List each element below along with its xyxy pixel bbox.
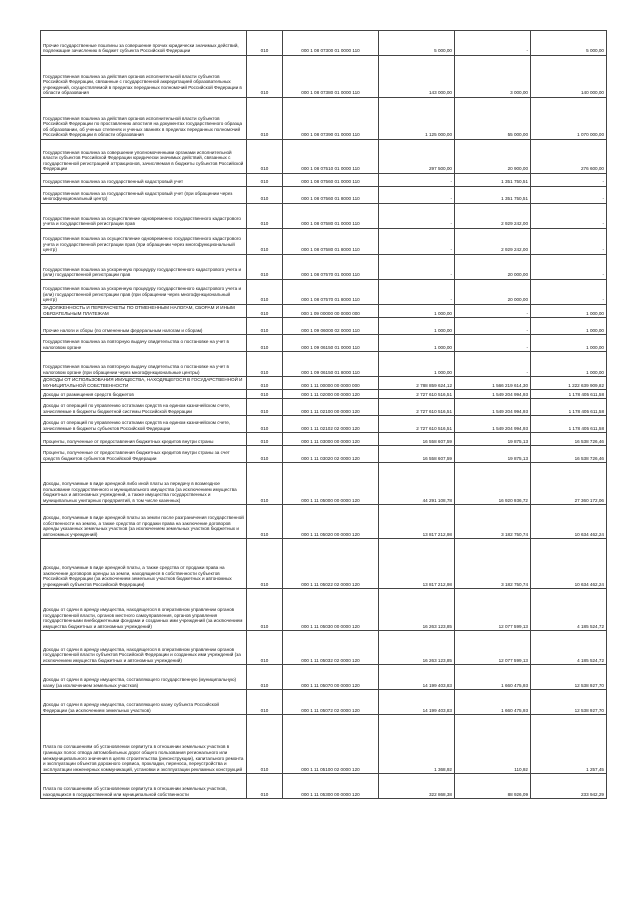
approved-amount-cell: - bbox=[379, 174, 455, 187]
unexecuted-amount-cell: 1 000,00 bbox=[531, 352, 607, 377]
executed-amount-cell: - bbox=[455, 318, 531, 335]
executed-amount-cell: 16 920 936,72 bbox=[455, 463, 531, 505]
line-code-cell: 010 bbox=[247, 187, 283, 204]
unexecuted-amount-cell: 140 000,00 bbox=[531, 56, 607, 98]
table-row bbox=[41, 335, 607, 352]
indicator-name-cell: Государственная пошлина за совершение уполномоченными органами исполнительной власти субъектов Российской Федерации юридически значимых действий, связанных с государственной регистрацией аттракционов, зачисляемая в бюджеты субъектов Российской Федерации bbox=[41, 140, 247, 174]
line-code-cell: 010 bbox=[247, 377, 283, 390]
line-code-cell: 010 bbox=[247, 774, 283, 799]
table-row bbox=[41, 352, 607, 377]
table-row bbox=[41, 318, 607, 335]
table-row bbox=[41, 715, 607, 774]
executed-amount-cell: 20 000,00 bbox=[455, 255, 531, 280]
indicator-name-cell: Доходы от сдачи в аренду имущества, составляющего государственную (муниципальную) казну (за исключением земельных участков) bbox=[41, 665, 247, 690]
budget-classification-code-cell: 000 1 09 00000 00 0000 000 bbox=[283, 305, 379, 318]
table-row bbox=[41, 446, 607, 463]
unexecuted-amount-cell: 1 070 000,00 bbox=[531, 98, 607, 140]
approved-amount-cell: 14 199 403,83 bbox=[379, 665, 455, 690]
indicator-name-cell: Доходы от сдачи в аренду имущества, составляющего казну субъекта Российской Федерации (за исключением земельных участков) bbox=[41, 690, 247, 715]
table-row bbox=[41, 255, 607, 280]
budget-classification-code-cell: 000 1 11 05032 02 0000 120 bbox=[283, 631, 379, 665]
indicator-name-cell: Доходы, получаемые в виде арендной платы, а также средства от продажи права на заключение договоров аренды за земли, находящиеся в собственности субъектов Российской Федерации (за исключением земельных участков бюджетных и автономных учреждений субъектов Российской Федерации) bbox=[41, 539, 247, 589]
table-row bbox=[41, 31, 607, 56]
line-code-cell: 010 bbox=[247, 352, 283, 377]
budget-classification-code-cell: 000 1 08 07580 01 0000 110 bbox=[283, 204, 379, 229]
table-row bbox=[41, 390, 607, 399]
indicator-name-cell: Государственная пошлина за ускоренную процедуру государственного кадастрового учета и (или) государственной регистрации прав bbox=[41, 255, 247, 280]
table-row bbox=[41, 463, 607, 505]
line-code-cell: 010 bbox=[247, 31, 283, 56]
executed-amount-cell: 1 660 475,93 bbox=[455, 690, 531, 715]
line-code-cell: 010 bbox=[247, 631, 283, 665]
approved-amount-cell: 1 000,00 bbox=[379, 352, 455, 377]
executed-amount-cell: 2 929 242,00 bbox=[455, 204, 531, 229]
approved-amount-cell: 2 788 859 624,12 bbox=[379, 377, 455, 390]
line-code-cell: 010 bbox=[247, 665, 283, 690]
executed-amount-cell: 1 549 204 994,93 bbox=[455, 399, 531, 416]
table-row bbox=[41, 433, 607, 446]
unexecuted-amount-cell: 12 538 927,70 bbox=[531, 665, 607, 690]
approved-amount-cell: 14 199 403,83 bbox=[379, 690, 455, 715]
budget-classification-code-cell: 000 1 11 05022 02 0000 120 bbox=[283, 539, 379, 589]
approved-amount-cell: 1 000,00 bbox=[379, 335, 455, 352]
line-code-cell: 010 bbox=[247, 98, 283, 140]
line-code-cell: 010 bbox=[247, 589, 283, 631]
unexecuted-amount-cell: 4 185 524,72 bbox=[531, 589, 607, 631]
table-row bbox=[41, 589, 607, 631]
line-code-cell: 010 bbox=[247, 255, 283, 280]
indicator-name-cell: Государственная пошлина за повторную выдачу свидетельства о постановке на учет в налоговом органе bbox=[41, 335, 247, 352]
approved-amount-cell: - bbox=[379, 255, 455, 280]
indicator-name-cell: Государственная пошлина за государственный кадастровый учет (при обращении через многофункциональный центр) bbox=[41, 187, 247, 204]
table-row bbox=[41, 399, 607, 416]
approved-amount-cell: 1 000,00 bbox=[379, 305, 455, 318]
budget-classification-code-cell: 000 1 11 05070 00 0000 120 bbox=[283, 665, 379, 690]
table-row bbox=[41, 774, 607, 799]
unexecuted-amount-cell: - bbox=[531, 187, 607, 204]
unexecuted-amount-cell: 1 178 405 611,58 bbox=[531, 399, 607, 416]
table-row bbox=[41, 305, 607, 318]
indicator-name-cell: Прочие налоги и сборы (по отмененным федеральным налогам и сборам) bbox=[41, 318, 247, 335]
table-row bbox=[41, 174, 607, 187]
unexecuted-amount-cell: 16 538 726,46 bbox=[531, 446, 607, 463]
table-row bbox=[41, 539, 607, 589]
executed-amount-cell: 88 926,09 bbox=[455, 774, 531, 799]
executed-amount-cell: 20 900,00 bbox=[455, 140, 531, 174]
budget-classification-code-cell: 000 1 08 07570 01 0000 110 bbox=[283, 255, 379, 280]
line-code-cell: 010 bbox=[247, 690, 283, 715]
approved-amount-cell: 5 000,00 bbox=[379, 31, 455, 56]
approved-amount-cell: - bbox=[379, 187, 455, 204]
indicator-name-cell: ДОХОДЫ ОТ ИСПОЛЬЗОВАНИЯ ИМУЩЕСТВА, НАХОДЯЩЕГОСЯ В ГОСУДАРСТВЕННОЙ И МУНИЦИПАЛЬНОЙ СОБСТВЕННОСТИ bbox=[41, 377, 247, 390]
approved-amount-cell: 322 868,38 bbox=[379, 774, 455, 799]
budget-classification-code-cell: 000 1 08 07570 01 8000 110 bbox=[283, 280, 379, 305]
unexecuted-amount-cell: 1 257,45 bbox=[531, 715, 607, 774]
indicator-name-cell: Доходы от сдачи в аренду имущества, находящегося в оперативном управлении органов государственной власти, органов местного самоуправления, органов управления государственными внебюджетными фондами и созданных ими учреждений (за исключением имущества бюджетных и автономных учреждений) bbox=[41, 589, 247, 631]
indicator-name-cell: Плата по соглашениям об установлении сервитута в отношении земельных участков в границах полос отвода автомобильных дорог общего пользования регионального или межмуниципального значения в целях строительства (реконструкции), капитального ремонта и эксплуатации объектов дорожного сервиса, прокладки, переноса, переустройства и эксплуатации инженерных коммуникаций, установки и эксплуатации рекламных конструкций bbox=[41, 715, 247, 774]
unexecuted-amount-cell: 16 538 726,46 bbox=[531, 433, 607, 446]
approved-amount-cell: 1 000,00 bbox=[379, 318, 455, 335]
unexecuted-amount-cell: - bbox=[531, 280, 607, 305]
budget-classification-code-cell: 000 1 09 06150 01 8000 110 bbox=[283, 352, 379, 377]
line-code-cell: 010 bbox=[247, 56, 283, 98]
unexecuted-amount-cell: 1 000,00 bbox=[531, 318, 607, 335]
budget-classification-code-cell: 000 1 09 06000 02 0000 110 bbox=[283, 318, 379, 335]
table-body bbox=[41, 31, 607, 799]
unexecuted-amount-cell: 1 222 639 909,82 bbox=[531, 377, 607, 390]
executed-amount-cell: - bbox=[455, 335, 531, 352]
executed-amount-cell: 1 351 750,51 bbox=[455, 187, 531, 204]
approved-amount-cell: 16 263 123,85 bbox=[379, 631, 455, 665]
unexecuted-amount-cell: - bbox=[531, 204, 607, 229]
indicator-name-cell: Государственная пошлина за действия органов исполнительной власти субъектов Российской Федерации по проставлению апостиля на документах государственного образца об образовании, об ученых степенях и ученых званиях в пределах переданных полномочий Российской Федерации в области образования bbox=[41, 98, 247, 140]
executed-amount-cell: - bbox=[455, 352, 531, 377]
executed-amount-cell: 3 182 750,74 bbox=[455, 505, 531, 539]
budget-classification-code-cell: 000 1 08 07580 01 8000 110 bbox=[283, 229, 379, 255]
unexecuted-amount-cell: 4 185 524,72 bbox=[531, 631, 607, 665]
executed-amount-cell: 12 077 599,13 bbox=[455, 631, 531, 665]
unexecuted-amount-cell: 10 634 462,24 bbox=[531, 539, 607, 589]
budget-classification-code-cell: 000 1 11 05030 00 0000 120 bbox=[283, 589, 379, 631]
line-code-cell: 010 bbox=[247, 416, 283, 433]
approved-amount-cell: 1 125 000,00 bbox=[379, 98, 455, 140]
indicator-name-cell: Государственная пошлина за действия органов исполнительной власти субъектов Российской Федерации, связанные с государственной аккредитацией образовательных учреждений, осуществляемой в пределах переданных полномочий Российской Федерации в области образования bbox=[41, 56, 247, 98]
approved-amount-cell: 2 727 610 516,51 bbox=[379, 390, 455, 399]
line-code-cell: 010 bbox=[247, 433, 283, 446]
line-code-cell: 010 bbox=[247, 505, 283, 539]
approved-amount-cell: 1 368,92 bbox=[379, 715, 455, 774]
line-code-cell: 010 bbox=[247, 463, 283, 505]
indicator-name-cell: Проценты, полученные от предоставления бюджетных кредитов внутри страны за счет средств бюджетов субъектов Российской Федерации bbox=[41, 446, 247, 463]
table-row bbox=[41, 229, 607, 255]
line-code-cell: 010 bbox=[247, 446, 283, 463]
table-row bbox=[41, 56, 607, 98]
line-code-cell: 010 bbox=[247, 318, 283, 335]
indicator-name-cell: Государственная пошлина за осуществление одновременно государственного кадастрового учета и государственной регистрации прав (при обращении через многофункциональный центр) bbox=[41, 229, 247, 255]
indicator-name-cell: Доходы от сдачи в аренду имущества, находящегося в оперативном управлении органов государственной власти субъектов Российской Федерации и созданных ими учреждений (за исключением имущества бюджетных и автономных учреждений) bbox=[41, 631, 247, 665]
executed-amount-cell: 12 077 599,13 bbox=[455, 589, 531, 631]
budget-classification-code-cell: 000 1 08 07560 01 8000 110 bbox=[283, 187, 379, 204]
unexecuted-amount-cell: 5 000,00 bbox=[531, 31, 607, 56]
line-code-cell: 010 bbox=[247, 399, 283, 416]
approved-amount-cell: 13 817 212,98 bbox=[379, 505, 455, 539]
unexecuted-amount-cell: - bbox=[531, 229, 607, 255]
indicator-name-cell: Доходы от операций по управлению остатками средств на едином казначейском счете, зачисляемые в бюджеты бюджетной системы Российской Федерации bbox=[41, 399, 247, 416]
revenue-report-table bbox=[40, 30, 607, 799]
budget-classification-code-cell: 000 1 11 05100 02 0000 120 bbox=[283, 715, 379, 774]
budget-classification-code-cell: 000 1 11 02102 02 0000 120 bbox=[283, 416, 379, 433]
approved-amount-cell: 2 727 610 516,51 bbox=[379, 399, 455, 416]
executed-amount-cell: 19 875,13 bbox=[455, 433, 531, 446]
table-row bbox=[41, 280, 607, 305]
executed-amount-cell: 1 351 750,51 bbox=[455, 174, 531, 187]
line-code-cell: 010 bbox=[247, 280, 283, 305]
table-row bbox=[41, 631, 607, 665]
approved-amount-cell: 44 291 108,78 bbox=[379, 463, 455, 505]
table-row bbox=[41, 204, 607, 229]
executed-amount-cell: - bbox=[455, 305, 531, 318]
budget-classification-code-cell: 000 1 11 02100 00 0000 120 bbox=[283, 399, 379, 416]
table-row bbox=[41, 690, 607, 715]
executed-amount-cell: 1 549 204 994,93 bbox=[455, 390, 531, 399]
unexecuted-amount-cell: 1 178 405 611,58 bbox=[531, 416, 607, 433]
unexecuted-amount-cell: 276 600,00 bbox=[531, 140, 607, 174]
budget-classification-code-cell: 000 1 08 07560 01 0000 110 bbox=[283, 174, 379, 187]
line-code-cell: 010 bbox=[247, 140, 283, 174]
line-code-cell: 010 bbox=[247, 204, 283, 229]
indicator-name-cell: Доходы, получаемые в виде арендной либо иной платы за передачу в возмездное пользование государственного и муниципального имущества (за исключением имущества бюджетных и автономных учреждений, а также имущества государственных и муниципальных унитарных предприятий, в том числе казенных) bbox=[41, 463, 247, 505]
indicator-name-cell: ЗАДОЛЖЕННОСТЬ И ПЕРЕРАСЧЕТЫ ПО ОТМЕНЕННЫМ НАЛОГАМ, СБОРАМ И ИНЫМ ОБЯЗАТЕЛЬНЫМ ПЛАТЕЖАМ bbox=[41, 305, 247, 318]
approved-amount-cell: 16 263 123,85 bbox=[379, 589, 455, 631]
table-row bbox=[41, 140, 607, 174]
indicator-name-cell: Государственная пошлина за ускоренную процедуру государственного кадастрового учета и (или) государственной регистрации прав (при обращении через многофункциональный центр) bbox=[41, 280, 247, 305]
budget-classification-code-cell: 000 1 11 05300 00 0000 120 bbox=[283, 774, 379, 799]
unexecuted-amount-cell: 1 000,00 bbox=[531, 305, 607, 318]
budget-classification-code-cell: 000 1 09 06150 01 0000 110 bbox=[283, 335, 379, 352]
line-code-cell: 010 bbox=[247, 229, 283, 255]
budget-classification-code-cell: 000 1 11 05000 00 0000 120 bbox=[283, 463, 379, 505]
unexecuted-amount-cell: 233 942,29 bbox=[531, 774, 607, 799]
approved-amount-cell: - bbox=[379, 204, 455, 229]
executed-amount-cell: 20 000,00 bbox=[455, 280, 531, 305]
executed-amount-cell: 1 566 219 614,30 bbox=[455, 377, 531, 390]
budget-classification-code-cell: 000 1 11 00000 00 0000 000 bbox=[283, 377, 379, 390]
table-row bbox=[41, 416, 607, 433]
budget-classification-code-cell: 000 1 11 02000 00 0000 120 bbox=[283, 390, 379, 399]
unexecuted-amount-cell: 1 000,00 bbox=[531, 335, 607, 352]
budget-classification-code-cell: 000 1 08 07300 01 0000 110 bbox=[283, 31, 379, 56]
executed-amount-cell: - bbox=[455, 31, 531, 56]
approved-amount-cell: - bbox=[379, 280, 455, 305]
unexecuted-amount-cell: 10 634 462,24 bbox=[531, 505, 607, 539]
budget-classification-code-cell: 000 1 11 03020 02 0000 120 bbox=[283, 446, 379, 463]
indicator-name-cell: Государственная пошлина за государственный кадастровый учет bbox=[41, 174, 247, 187]
approved-amount-cell: 16 558 607,59 bbox=[379, 446, 455, 463]
unexecuted-amount-cell: - bbox=[531, 174, 607, 187]
indicator-name-cell: Доходы от размещения средств бюджетов bbox=[41, 390, 247, 399]
budget-classification-code-cell: 000 1 08 07390 01 0000 110 bbox=[283, 98, 379, 140]
line-code-cell: 010 bbox=[247, 305, 283, 318]
executed-amount-cell: 1 660 475,93 bbox=[455, 665, 531, 690]
line-code-cell: 010 bbox=[247, 539, 283, 589]
executed-amount-cell: 55 000,00 bbox=[455, 98, 531, 140]
executed-amount-cell: 3 182 750,74 bbox=[455, 539, 531, 589]
approved-amount-cell: 16 558 607,59 bbox=[379, 433, 455, 446]
approved-amount-cell: 297 500,00 bbox=[379, 140, 455, 174]
budget-classification-code-cell: 000 1 08 07510 01 0000 110 bbox=[283, 140, 379, 174]
executed-amount-cell: 110,92 bbox=[455, 715, 531, 774]
executed-amount-cell: 3 000,00 bbox=[455, 56, 531, 98]
approved-amount-cell: 143 000,00 bbox=[379, 56, 455, 98]
budget-classification-code-cell: 000 1 08 07380 01 0000 110 bbox=[283, 56, 379, 98]
unexecuted-amount-cell: 12 538 927,70 bbox=[531, 690, 607, 715]
indicator-name-cell: Проценты, полученные от предоставления бюджетных кредитов внутри страны bbox=[41, 433, 247, 446]
indicator-name-cell: Доходы, получаемые в виде арендной платы за земли после разграничения государственной собственности на землю, а также средства от продажи права на заключение договоров аренды указанных земельных участков (за исключением земельных участков бюджетных и автономных учреждений) bbox=[41, 505, 247, 539]
unexecuted-amount-cell: - bbox=[531, 255, 607, 280]
line-code-cell: 010 bbox=[247, 335, 283, 352]
table-row bbox=[41, 187, 607, 204]
executed-amount-cell: 2 929 242,00 bbox=[455, 229, 531, 255]
line-code-cell: 010 bbox=[247, 390, 283, 399]
indicator-name-cell: Государственная пошлина за осуществление одновременно государственного кадастрового учета и государственной регистрации прав bbox=[41, 204, 247, 229]
table-row bbox=[41, 98, 607, 140]
table-row bbox=[41, 505, 607, 539]
indicator-name-cell: Плата по соглашениям об установлении сервитута в отношении земельных участков, находящихся в государственной или муниципальной собственности bbox=[41, 774, 247, 799]
indicator-name-cell: Государственная пошлина за повторную выдачу свидетельства о постановке на учет в налоговом органе (при обращении через многофункциональные центры) bbox=[41, 352, 247, 377]
approved-amount-cell: 13 817 212,98 bbox=[379, 539, 455, 589]
approved-amount-cell: - bbox=[379, 229, 455, 255]
indicator-name-cell: Доходы от операций по управлению остатками средств на едином казначейском счете, зачисляемые в бюджеты субъектов Российской Федерации bbox=[41, 416, 247, 433]
executed-amount-cell: 1 549 204 994,93 bbox=[455, 416, 531, 433]
budget-classification-code-cell: 000 1 11 05072 02 0000 120 bbox=[283, 690, 379, 715]
table-row bbox=[41, 665, 607, 690]
budget-classification-code-cell: 000 1 11 05020 00 0000 120 bbox=[283, 505, 379, 539]
line-code-cell: 010 bbox=[247, 174, 283, 187]
executed-amount-cell: 19 875,13 bbox=[455, 446, 531, 463]
unexecuted-amount-cell: 27 360 172,06 bbox=[531, 463, 607, 505]
table-row bbox=[41, 377, 607, 390]
line-code-cell: 010 bbox=[247, 715, 283, 774]
indicator-name-cell: Прочие государственные пошлины за совершение прочих юридически значимых действий, подлежащие зачислению в бюджет субъекта Российской Федерации bbox=[41, 31, 247, 56]
budget-classification-code-cell: 000 1 11 03000 00 0000 120 bbox=[283, 433, 379, 446]
unexecuted-amount-cell: 1 178 405 611,58 bbox=[531, 390, 607, 399]
approved-amount-cell: 2 727 610 516,51 bbox=[379, 416, 455, 433]
